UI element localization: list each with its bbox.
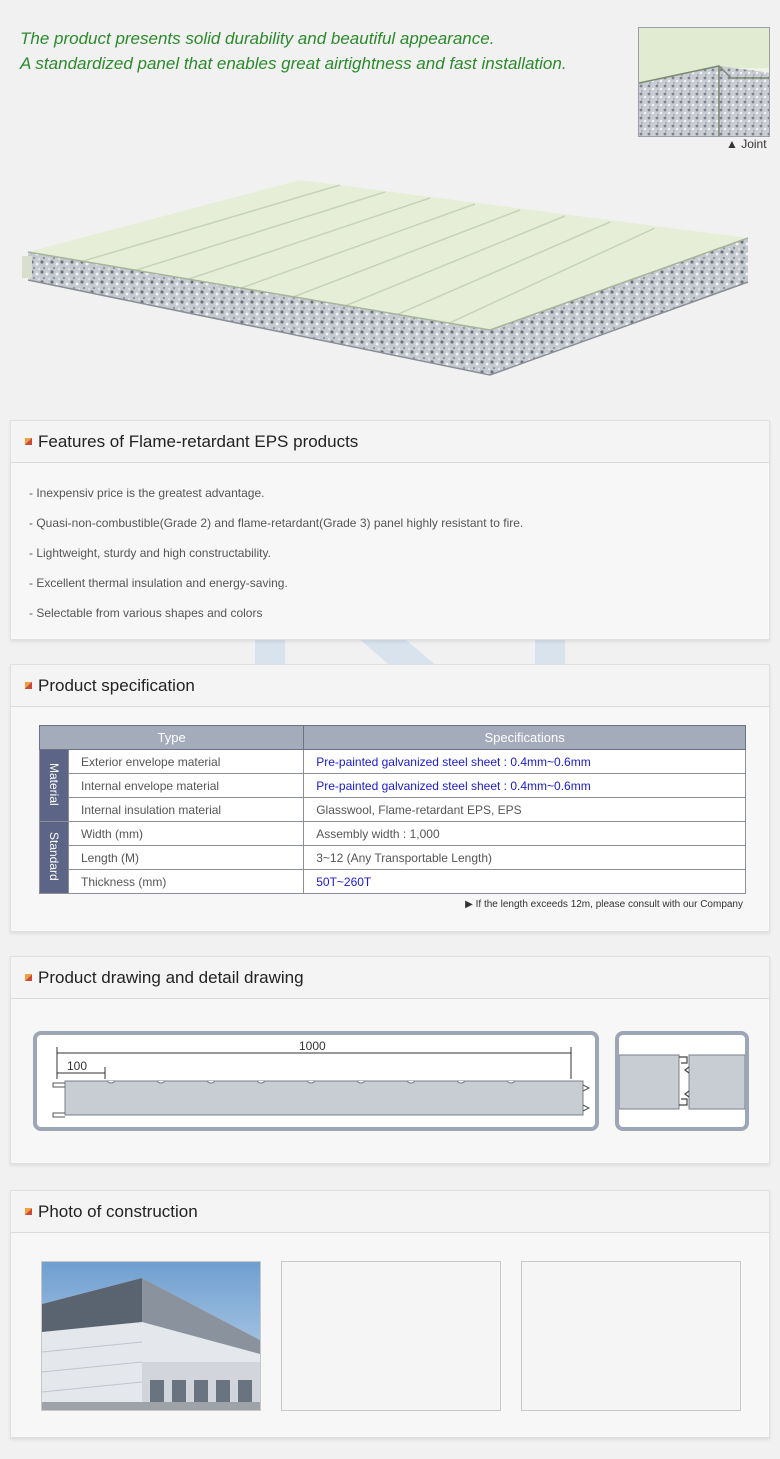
table-row [40, 822, 746, 846]
panel-illustration [10, 170, 770, 385]
length-note: ▶ If the length exceeds 12m, please consult with our Company [465, 899, 743, 910]
header-spec: Specifications [304, 726, 746, 750]
table-header-row [40, 726, 746, 750]
row-value: Pre-painted galvanized steel sheet : 0.4mm~0.6mm [304, 774, 746, 798]
row-value: 3~12 (Any Transportable Length) [304, 846, 746, 870]
dim-rib-label: 100 [67, 1059, 88, 1073]
row-label: Internal envelope material [69, 774, 304, 798]
group-material: Material [40, 750, 69, 822]
panel-drawing [33, 1031, 599, 1131]
table-row [40, 870, 746, 894]
section-bullet-icon [25, 1208, 32, 1215]
table-row [40, 750, 746, 774]
feature-item: - Excellent thermal insulation and energy-saving. [29, 576, 288, 590]
photo-card [10, 1190, 770, 1438]
intro-text [20, 26, 567, 76]
drawing-title: Product drawing and detail drawing [38, 967, 304, 987]
row-label: Internal insulation material [69, 798, 304, 822]
photo-title: Photo of construction [38, 1201, 198, 1221]
construction-photo[interactable] [41, 1261, 261, 1411]
features-list [11, 463, 769, 635]
header-type: Type [40, 726, 304, 750]
section-bullet-icon [25, 974, 32, 981]
intro-line-2: A standardized panel that enables great airtightness and fast installation. [20, 54, 567, 73]
row-label: Length (M) [69, 846, 304, 870]
group-standard: Standard [40, 822, 69, 894]
row-value: Pre-painted galvanized steel sheet : 0.4mm~0.6mm [304, 750, 746, 774]
row-label: Width (mm) [69, 822, 304, 846]
joint-detail-drawing [615, 1031, 749, 1131]
row-value: Assembly width : 1,000 [304, 822, 746, 846]
feature-item: - Selectable from various shapes and colors [29, 606, 263, 620]
construction-photo-placeholder[interactable] [521, 1261, 741, 1411]
feature-item: - Inexpensiv price is the greatest advantage. [29, 486, 265, 500]
table-row [40, 846, 746, 870]
section-bullet-icon [25, 682, 32, 689]
construction-photo-placeholder[interactable] [281, 1261, 501, 1411]
row-value: 50T~260T [304, 870, 746, 894]
spec-table [39, 725, 746, 894]
table-row [40, 798, 746, 822]
drawing-card [10, 956, 770, 1164]
features-card [10, 420, 770, 640]
joint-caption: ▲ Joint [726, 137, 767, 151]
features-title: Features of Flame-retardant EPS products [38, 431, 359, 451]
spec-card [10, 664, 770, 932]
spec-header [11, 665, 769, 707]
spec-title: Product specification [38, 675, 195, 695]
feature-item: - Quasi-non-combustible(Grade 2) and flame-retardant(Grade 3) panel highly resistant to fire. [29, 516, 524, 530]
drawing-header [11, 957, 769, 999]
row-label: Exterior envelope material [69, 750, 304, 774]
feature-item: - Lightweight, sturdy and high constructability. [29, 546, 271, 560]
photo-header [11, 1191, 769, 1233]
table-row [40, 774, 746, 798]
intro-line-1: The product presents solid durability and beautiful appearance. [20, 29, 495, 48]
section-bullet-icon [25, 438, 32, 445]
row-label: Thickness (mm) [69, 870, 304, 894]
dim-total-label: 1000 [299, 1039, 326, 1053]
features-header [11, 421, 769, 463]
joint-image [638, 27, 770, 137]
row-value: Glasswool, Flame-retardant EPS, EPS [304, 798, 746, 822]
